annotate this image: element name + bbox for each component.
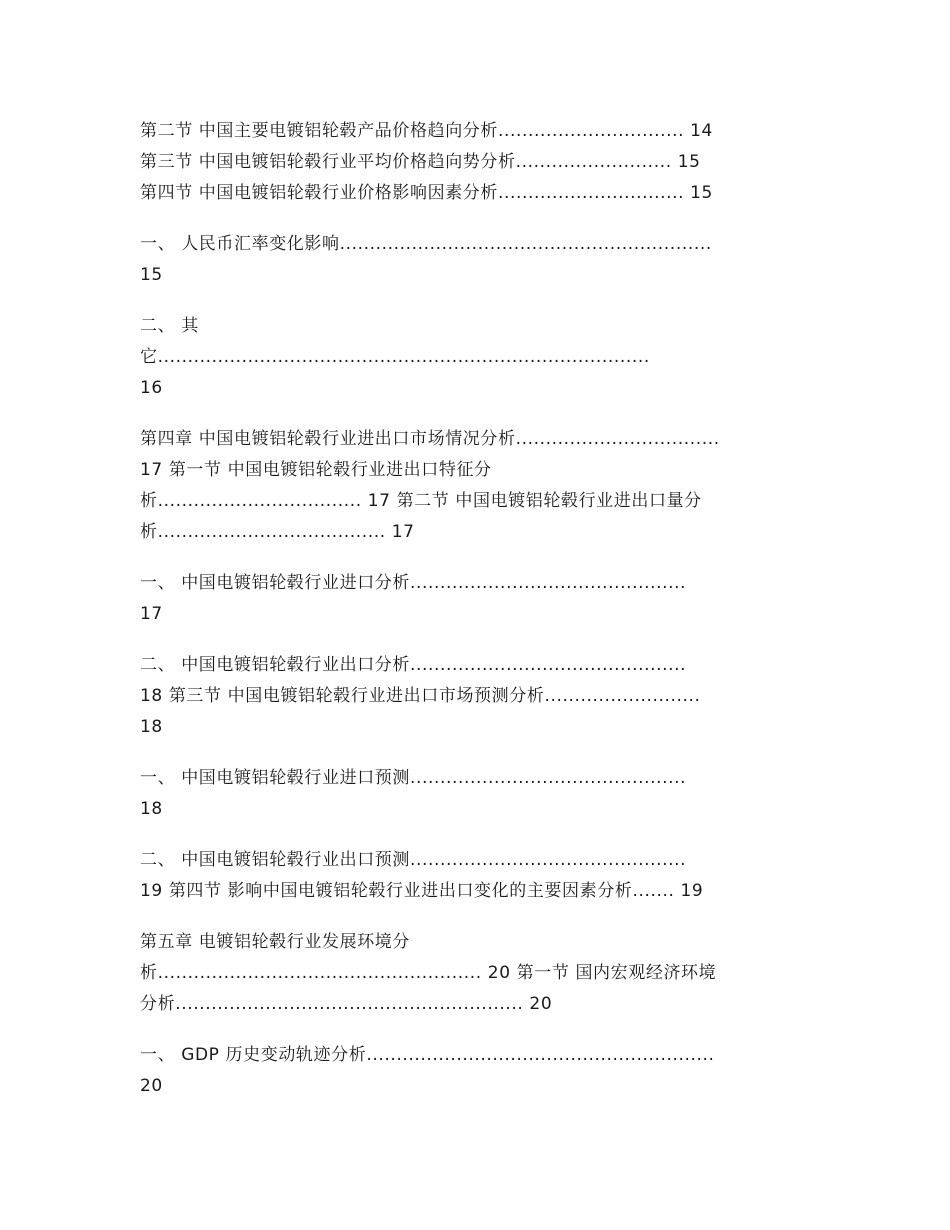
toc-entry: 19 第四节 影响中国电镀铝轮毂行业进出口变化的主要因素分析....... 19 (140, 881, 704, 901)
spacer (140, 209, 820, 229)
toc-page (140, 116, 820, 1102)
spacer (140, 630, 820, 650)
toc-entry: 第四章 中国电镀铝轮毂行业进出口市场情况分析.................................. (140, 429, 720, 449)
toc-entry: 二、 中国电镀铝轮毂行业出口分析.............................................. (140, 655, 687, 675)
toc-entry: 它.................................................................................. (140, 347, 650, 367)
toc-entry: 一、 中国电镀铝轮毂行业进口分析.............................................. (140, 573, 687, 593)
toc-entry: 一、 GDP 历史变动轨迹分析.......................................................... (140, 1045, 715, 1065)
toc-page-number: 18 (140, 799, 163, 819)
toc-entry: 18 第三节 中国电镀铝轮毂行业进出口市场预测分析.......................... (140, 686, 701, 706)
toc-entry: 17 第一节 中国电镀铝轮毂行业进出口特征分 (140, 460, 492, 480)
toc-page-number: 20 (140, 1076, 163, 1096)
spacer (140, 1020, 820, 1040)
spacer (140, 743, 820, 763)
toc-entry: 一、 中国电镀铝轮毂行业进口预测.............................................. (140, 768, 687, 788)
toc-entry: 第四节 中国电镀铝轮毂行业价格影响因素分析............................... 15 (140, 183, 713, 203)
toc-entry: 二、 中国电镀铝轮毂行业出口预测.............................................. (140, 850, 687, 870)
toc-page-number: 15 (140, 265, 163, 285)
toc-entry: 析.................................. 17 第二节 中国电镀铝轮毂行业进出口量分 (140, 491, 702, 511)
toc-entry: 第三节 中国电镀铝轮毂行业平均价格趋向势分析.......................... 15 (140, 152, 701, 172)
toc-entry: 分析.......................................................... 20 (140, 994, 553, 1014)
toc-page-number: 16 (140, 378, 163, 398)
spacer (140, 404, 820, 424)
toc-entry: 第五章 电镀铝轮毂行业发展环境分 (140, 932, 411, 952)
toc-page-number: 17 (140, 604, 163, 624)
toc-entry: 一、 人民币汇率变化影响.............................................................. (140, 234, 712, 254)
toc-entry: 析...................................................... 20 第一节 国内宏观经济环境 (140, 963, 717, 983)
toc-entry: 第二节 中国主要电镀铝轮毂产品价格趋向分析............................... 14 (140, 121, 713, 141)
toc-page-number: 18 (140, 717, 163, 737)
spacer (140, 907, 820, 927)
spacer (140, 825, 820, 845)
spacer (140, 291, 820, 311)
spacer (140, 548, 820, 568)
toc-entry: 二、 其 (140, 316, 199, 336)
toc-entry: 析...................................... 17 (140, 522, 415, 542)
